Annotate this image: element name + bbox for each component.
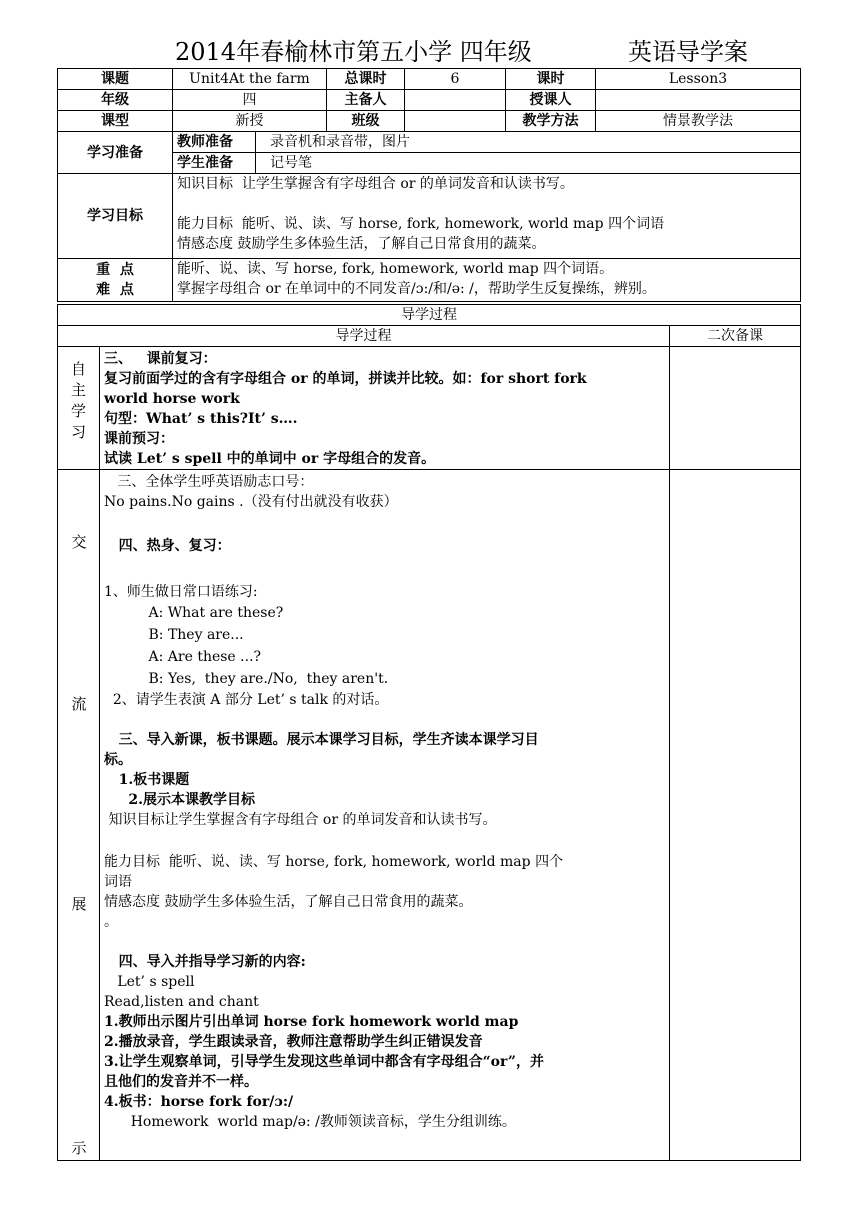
label-key: 重 点 xyxy=(96,262,134,278)
exchange-line: 三、全体学生呼英语励志口号： xyxy=(104,474,314,490)
process-section-title: 导学过程 xyxy=(58,305,801,326)
self-study-line: 句型：What’ s this?It’ s…. xyxy=(104,411,298,427)
exchange-line: 四、热身、复习： xyxy=(104,538,231,554)
exchange-char: 流 xyxy=(71,695,87,713)
value-class xyxy=(405,111,506,132)
exchange-content xyxy=(100,470,670,1161)
value-method: 情景教学法 xyxy=(596,111,801,132)
exchange-line: 且他们的发音并不一样。 xyxy=(104,1074,258,1090)
label-difficult: 难 点 xyxy=(96,282,134,298)
value-topic: Unit4At the farm xyxy=(173,69,327,90)
exchange-line: 4.板书：horse fork for/ɔ:/ xyxy=(104,1094,294,1110)
value-lecturer xyxy=(596,90,801,111)
value-teacher-prep: 录音机和录音带，图片 xyxy=(270,134,410,150)
keypoints-row xyxy=(58,259,801,302)
exchange-line: 2、请学生表演 A 部分 Let’ s talk 的对话。 xyxy=(104,692,389,708)
value-total-periods: 6 xyxy=(405,69,506,90)
exchange-line: 情感态度 鼓励学生多体验生活，了解自己日常食用的蔬菜。 xyxy=(104,894,473,910)
label-grade: 年级 xyxy=(58,90,173,111)
exchange-line: 1.教师出示图片引出单词 horse fork homework world map xyxy=(104,1014,519,1030)
title-school: 2014年春榆林市第五小学 四年级 xyxy=(175,38,532,66)
difficult-point-text: 掌握字母组合 or 在单词中的不同发音/ɔ:/和/ə: /，帮助学生反复操练，辨别。 xyxy=(177,281,656,297)
label-period: 课时 xyxy=(506,69,596,90)
self-study-char: 习 xyxy=(70,423,86,441)
self-study-label xyxy=(58,347,100,470)
exchange-line: Homework world map/ə: /教师领读音标，学生分组训练。 xyxy=(104,1114,516,1130)
label-lesson-type: 课型 xyxy=(58,111,173,132)
self-study-content xyxy=(100,347,670,470)
label-main-preparer: 主备人 xyxy=(327,90,405,111)
label-total-periods: 总课时 xyxy=(327,69,405,90)
exchange-line: 1、师生做日常口语练习: xyxy=(104,584,258,600)
self-study-line: world horse work xyxy=(104,391,240,407)
self-study-char: 主 xyxy=(70,381,86,399)
value-student-prep: 记号笔 xyxy=(270,155,312,171)
exchange-line: No pains.No gains .（没有付出就没有收获） xyxy=(104,494,398,510)
label-student-prep: 学生准备 xyxy=(173,153,256,173)
self-study-char: 自 xyxy=(70,360,86,378)
info-row-topic xyxy=(58,69,801,90)
info-row-grade xyxy=(58,90,801,111)
goal-emotion: 情感态度 鼓励学生多体验生活，了解自己日常食用的蔬菜。 xyxy=(177,236,546,252)
exchange-char: 示 xyxy=(71,1139,87,1157)
process-title-row xyxy=(58,305,801,326)
label-lecturer: 授课人 xyxy=(506,90,596,111)
self-study-line: 三、 课前复习： xyxy=(104,351,217,367)
value-grade: 四 xyxy=(173,90,327,111)
self-study-line: 试读 Let’ s spell 中的单词中 or 字母组合的发音。 xyxy=(104,451,436,467)
header-second-prep: 二次备课 xyxy=(670,326,801,347)
title-subject: 英语导学案 xyxy=(628,38,748,66)
self-study-line: 复习前面学过的含有字母组合 or 的单词，拼读并比较。如：for short fork xyxy=(104,371,587,387)
exchange-line: 标。 xyxy=(104,752,132,768)
exchange-line: 词语 xyxy=(104,874,132,890)
prep-row-teacher xyxy=(58,132,801,153)
goals-content xyxy=(173,174,801,259)
exchange-char: 交 xyxy=(71,533,87,551)
value-main-preparer xyxy=(405,90,506,111)
goal-knowledge: 知识目标 让学生掌握含有字母组合 or 的单词发音和认读书写。 xyxy=(177,176,574,192)
label-teacher-prep: 教师准备 xyxy=(173,132,256,152)
exchange-line: B: Yes, they are./No, they aren't. xyxy=(104,671,389,687)
process-header-row xyxy=(58,326,801,347)
label-prep: 学习准备 xyxy=(58,132,173,174)
value-period: Lesson3 xyxy=(596,69,801,90)
header-guided-process: 导学过程 xyxy=(58,326,670,347)
exchange-line: B: They are... xyxy=(104,627,244,643)
exchange-line: A: What are these? xyxy=(104,605,284,621)
exchange-line: Let’ s spell xyxy=(104,974,195,990)
exchange-line: 能力目标 能听、说、读、写 horse, fork, homework, world map 四个 xyxy=(104,854,564,870)
label-class: 班级 xyxy=(327,111,405,132)
label-method: 教学方法 xyxy=(506,111,596,132)
exchange-line: 1.板书课题 xyxy=(104,772,190,788)
exchange-row xyxy=(58,470,801,1161)
keypoints-content xyxy=(173,259,801,302)
self-study-row xyxy=(58,347,801,470)
exchange-line: 3.让学生观察单词，引导学生发现这些单词中都含有字母组合“or”，并 xyxy=(104,1054,544,1070)
exchange-label xyxy=(58,470,100,1161)
key-point-text: 能听、说、读、写 horse, fork, homework, world map 四个词语。 xyxy=(177,261,614,277)
exchange-line: 。 xyxy=(104,914,118,930)
exchange-line: A: Are these ...? xyxy=(104,649,262,665)
exchange-line: 2.播放录音，学生跟读录音，教师注意帮助学生纠正错误发音 xyxy=(104,1034,483,1050)
goal-ability: 能力目标 能听、说、读、写 horse, fork, homework, world map 四个词语 xyxy=(177,216,665,232)
guided-learning-table xyxy=(57,304,801,1161)
info-row-type xyxy=(58,111,801,132)
goals-row xyxy=(58,174,801,259)
label-keypoints xyxy=(58,259,173,302)
lesson-info-table xyxy=(57,68,801,302)
student-prep-cell xyxy=(173,153,801,174)
exchange-second-prep xyxy=(670,470,801,1161)
exchange-line: 知识目标让学生掌握含有字母组合 or 的单词发音和认读书写。 xyxy=(104,812,497,828)
document-title xyxy=(0,36,860,68)
exchange-line: 三、导入新课，板书课题。展示本课学习目标，学生齐读本课学习目 xyxy=(104,732,539,748)
self-study-char: 学 xyxy=(70,402,86,420)
self-study-second-prep xyxy=(670,347,801,470)
self-study-line: 课前预习： xyxy=(104,431,174,447)
label-topic: 课题 xyxy=(58,69,173,90)
exchange-line: 2.展示本课教学目标 xyxy=(104,792,255,808)
teacher-prep-cell xyxy=(173,132,801,153)
label-goals: 学习目标 xyxy=(58,174,173,259)
exchange-char: 展 xyxy=(71,895,87,913)
value-lesson-type: 新授 xyxy=(173,111,327,132)
exchange-line: Read,listen and chant xyxy=(104,994,259,1010)
exchange-line: 四、导入并指导学习新的内容: xyxy=(104,954,306,970)
